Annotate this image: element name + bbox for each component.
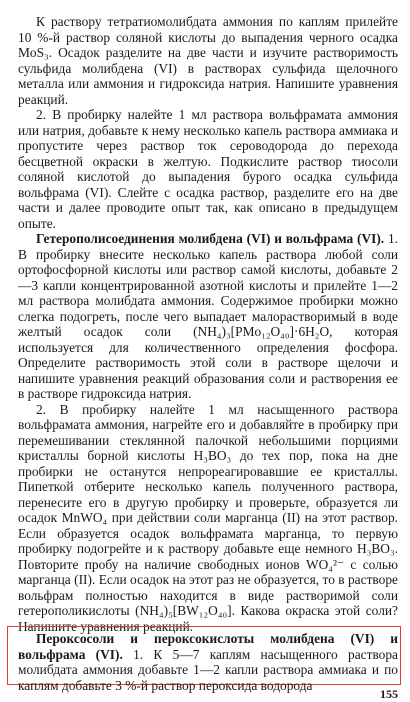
- main-text: [18, 14, 398, 634]
- paragraph-tetrathiomolybdate: К раствору тетратиомолибдата аммония по каплям прилейте 10 %-й раствор соляной кислоты до выпадения черного осадка MoS₃. Осадок разделите на две части и изучите растворимость сульфида молибдена (VI) в растворах сульфида щелочного металла или аммония и гидроксида натрия. Напишите уравнения реакций.: [18, 14, 398, 107]
- paragraph-peroxo: [18, 631, 398, 693]
- boxed-text: [18, 631, 398, 693]
- section-heading-peroxo: Пероксосоли и пероксокислоты молибдена (VI) и вольфрама (VI).: [18, 631, 398, 662]
- section-heading-heteropoly: Гетерополисоединения молибдена (VI) и вольфрама (VI).: [36, 231, 385, 246]
- page-number: 155: [380, 687, 398, 701]
- paragraph-tungstate-sulfide: 2. В пробирку налейте 1 мл раствора вольфрамата аммония или натрия, добавьте к нему несколько капель раствора аммиака и пропустите через раствор ток сероводорода до перехода бесцветной окраски в желтую. Подкислите раствор тиосоли соляной кислотой до выпадения бурого осадка сульфида вольфрама (VI). Слейте с осадка раствор, разделите его на две части и далее проводите опыт так, как описано в предыдущем опыте.: [18, 107, 398, 231]
- paragraph-heteropoly: [18, 231, 398, 402]
- paragraph-heteropoly-body: 1. В пробирку внесите несколько капель раствора любой соли ортофосфорной кислоты или раствор самой кислоты, добавьте 2—3 капли концентрированной азотной кислоты и прилейте 1—2 мл раствора молибдата аммония. Содержимое пробирки можно слегка подогреть, после чего выпадает малорастворимый в воде желтый осадок соли (NH₄)₃[PMo₁₂O₄₀]·6H₂O, которая используется для количественного определения фосфора. Определите растворимость этой соли в растворе щелочи и напишите уравнения реакций образования соли и растворения ее в растворе гидроксида натрия.: [18, 231, 399, 401]
- paragraph-peroxo-body: 1. К 5—7 каплям насыщенного раствора молибдата аммония добавьте 1—2 капли раствора аммиака и по каплям добавьте 3 %-й раствор пероксида водорода: [18, 646, 399, 693]
- paragraph-borotungstate: 2. В пробирку налейте 1 мл насыщенного раствора вольфрамата аммония, нагрейте его и добавляйте в пробирку при перемешивании стеклянной палочкой небольшими порциями кристаллы борной кислоты H₃BO₃ до тех пор, пока на дне пробирки не останутся непрореагировавшие ее кристаллы. Пипеткой отберите несколько капель полученного раствора, перенесите его в другую пробирку и проверьте, образуется ли осадок MnWO₄ при действии соли марганца (II) на этот раствор. Если образуется осадок вольфрамата марганца, то первую пробирку подогрейте и к раствору добавьте еще немного H₃BO₃. Повторите пробу на наличие свободных ионов WO₄²⁻ с солью марганца (II). Если осадок на этот раз не образуется, то в растворе вольфрам полностью находится в виде растворимой соли гетерополикислоты (NH₄)₅[BW₁₂O₄₀]. Какова окраска этой соли? Напишите уравнения реакций.: [18, 401, 398, 634]
